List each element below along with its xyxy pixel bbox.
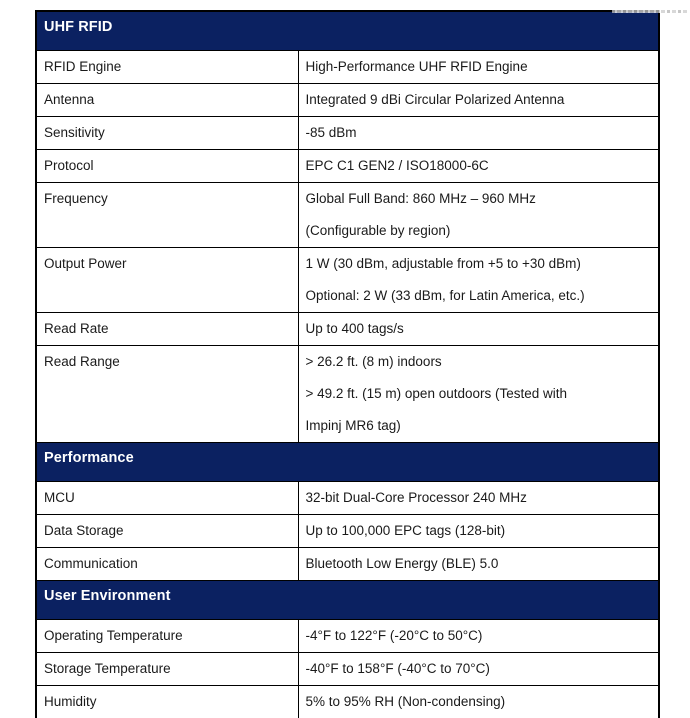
spec-label: [36, 482, 298, 515]
spec-row: [36, 248, 659, 313]
spec-value: [298, 183, 659, 248]
spec-label: [36, 548, 298, 581]
spec-row: [36, 117, 659, 150]
spec-value: [298, 686, 659, 718]
spec-value-line: Impinj MR6 tag): [305, 418, 401, 433]
spec-value: [298, 117, 659, 150]
spec-label-text: Frequency: [44, 191, 108, 206]
spec-value: [298, 313, 659, 346]
spec-value: [298, 653, 659, 686]
spec-value-line: -85 dBm: [305, 125, 357, 140]
spec-value-line: Integrated 9 dBi Circular Polarized Antenna: [305, 92, 565, 107]
spec-label: [36, 51, 298, 84]
spec-value: [298, 84, 659, 117]
spec-table-body: [36, 11, 659, 718]
section-title: Performance: [36, 443, 659, 482]
spec-value: [298, 248, 659, 313]
spec-value-line: Up to 100,000 EPC tags (128-bit): [305, 523, 506, 538]
spec-row: [36, 313, 659, 346]
spec-value: [298, 51, 659, 84]
spec-label: [36, 313, 298, 346]
spec-row: [36, 482, 659, 515]
spec-label-text: MCU: [44, 490, 75, 505]
spec-label-text: Communication: [44, 556, 138, 571]
section-title: UHF RFID: [36, 11, 659, 51]
spec-table: [35, 10, 660, 718]
spec-row: [36, 84, 659, 117]
spec-value-line: -4°F to 122°F (-20°C to 50°C): [305, 628, 483, 643]
spec-label: [36, 686, 298, 718]
spec-row: [36, 620, 659, 653]
spec-value: [298, 515, 659, 548]
spec-label-text: Read Range: [44, 354, 120, 369]
spec-value: [298, 548, 659, 581]
spec-value: [298, 346, 659, 443]
spec-label-text: Data Storage: [44, 523, 124, 538]
spec-value-line: Up to 400 tags/s: [305, 321, 404, 336]
cropped-corner-text: [612, 10, 688, 13]
spec-row: [36, 515, 659, 548]
spec-row: [36, 51, 659, 84]
spec-label-text: Sensitivity: [44, 125, 105, 140]
spec-value: [298, 482, 659, 515]
spec-label: [36, 515, 298, 548]
section-header-row: [36, 11, 659, 51]
spec-label-text: Storage Temperature: [44, 661, 171, 676]
section-header-row: [36, 443, 659, 482]
spec-value-line: Bluetooth Low Energy (BLE) 5.0: [305, 556, 499, 571]
spec-value-line: (Configurable by region): [305, 223, 451, 238]
spec-label-text: Antenna: [44, 92, 95, 107]
section-title: User Environment: [36, 581, 659, 620]
spec-label: [36, 653, 298, 686]
spec-row: [36, 150, 659, 183]
spec-label-text: RFID Engine: [44, 59, 122, 74]
spec-value-line: Global Full Band: 860 MHz – 960 MHz: [305, 191, 536, 206]
spec-label: [36, 84, 298, 117]
spec-row: [36, 548, 659, 581]
spec-label-text: Read Rate: [44, 321, 109, 336]
spec-row: [36, 653, 659, 686]
spec-label: [36, 150, 298, 183]
spec-value-line: Optional: 2 W (33 dBm, for Latin America, etc.): [305, 288, 585, 303]
spec-value-line: EPC C1 GEN2 / ISO18000-6C: [305, 158, 489, 173]
spec-label-text: Output Power: [44, 256, 127, 271]
spec-value: [298, 620, 659, 653]
spec-row: [36, 183, 659, 248]
spec-label: [36, 620, 298, 653]
spec-value-line: -40°F to 158°F (-40°C to 70°C): [305, 661, 490, 676]
spec-row: [36, 686, 659, 718]
spec-label: [36, 248, 298, 313]
spec-label: [36, 117, 298, 150]
spec-label: [36, 346, 298, 443]
spec-label-text: Protocol: [44, 158, 94, 173]
spec-row: [36, 346, 659, 443]
spec-label: [36, 183, 298, 248]
spec-value: [298, 150, 659, 183]
section-header-row: [36, 581, 659, 620]
spec-value-line: > 26.2 ft. (8 m) indoors: [305, 354, 442, 369]
spec-value-line: 5% to 95% RH (Non-condensing): [305, 694, 506, 709]
spec-label-text: Operating Temperature: [44, 628, 183, 643]
spec-value-line: 32-bit Dual-Core Processor 240 MHz: [305, 490, 527, 505]
spec-label-text: Humidity: [44, 694, 97, 709]
spec-value-line: High-Performance UHF RFID Engine: [305, 59, 528, 74]
spec-value-line: > 49.2 ft. (15 m) open outdoors (Tested with: [305, 386, 568, 401]
spec-value-line: 1 W (30 dBm, adjustable from +5 to +30 dBm): [305, 256, 581, 271]
